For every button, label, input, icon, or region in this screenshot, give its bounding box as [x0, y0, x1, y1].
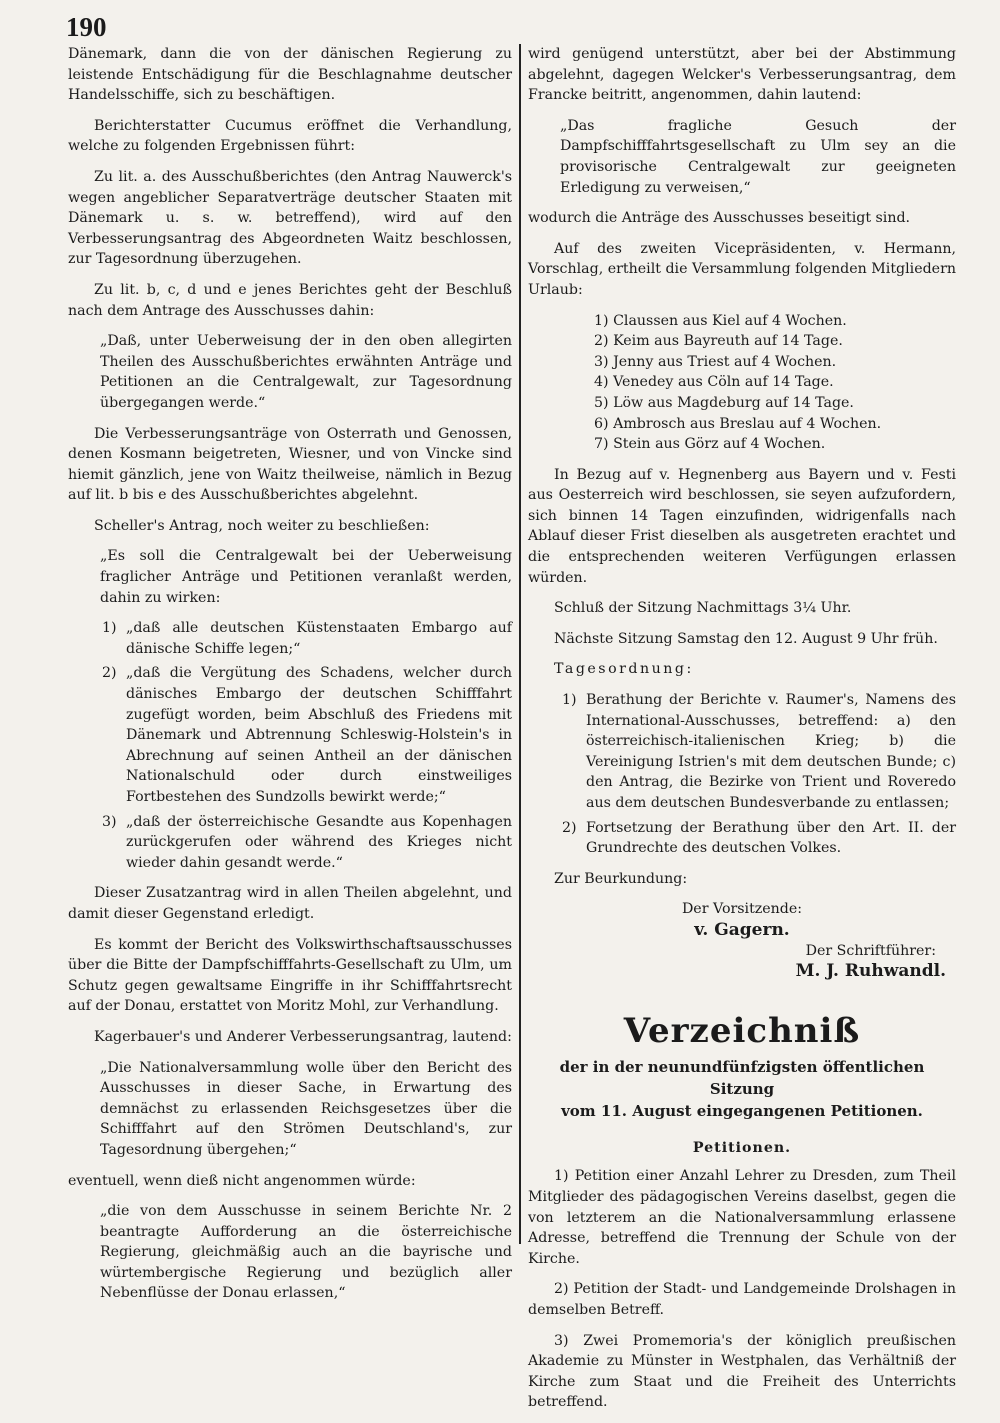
list-item: 2) Keim aus Bayreuth auf 14 Tage.: [594, 333, 843, 350]
paragraph: Dänemark, dann die von der dänischen Regierung zu leistende Entschädigung für die Beschlagnahme deutscher Handelsschiffe, sich zu beschäftigen.: [68, 46, 512, 104]
item-number: 3): [102, 813, 117, 830]
quote: „Das fragliche Gesuch der Dampfschifffahrtsgesellschaft zu Ulm sey an die provisorische Centralgewalt zur geeigneten Erledigung zu verweisen,“: [560, 117, 956, 196]
certification: Zur Beurkundung:: [554, 870, 688, 887]
item-number: 2): [102, 665, 117, 682]
paragraph: Schluß der Sitzung Nachmittags 3¼ Uhr.: [554, 600, 852, 617]
chairman-label: Der Vorsitzende:: [681, 901, 803, 918]
item-number: 2): [562, 819, 577, 836]
section-title: Petitionen.: [692, 1139, 792, 1156]
list-title: Verzeichniß: [623, 1010, 861, 1051]
paragraph: Kagerbauer's und Anderer Verbesserungsantrag, lautend:: [94, 1028, 512, 1045]
paragraph: wodurch die Anträge des Ausschusses beseitigt sind.: [528, 210, 911, 227]
secretary-name: M. J. Ruhwandl.: [795, 961, 946, 982]
paragraph: Zu lit. b, c, d und e jenes Berichtes geht der Beschluß nach dem Antrage des Ausschusses dahin:: [68, 281, 512, 319]
right-column: [528, 44, 956, 1423]
paragraph: wird genügend unterstützt, aber bei der Abstimmung abgelehnt, dagegen Welcker's Verbesserungsantrag, dem Francke beitritt, angenommen, dahin lautend:: [528, 46, 956, 104]
paragraph: Nächste Sitzung Samstag den 12. August 9 Uhr früh.: [554, 630, 938, 647]
paragraph: Scheller's Antrag, noch weiter zu beschließen:: [94, 517, 430, 534]
list-item: 3) Jenny aus Triest auf 4 Wochen.: [594, 353, 837, 370]
secretary-label: Der Schriftführer:: [805, 942, 936, 959]
list-item: [102, 812, 512, 874]
quote: „Es soll die Centralgewalt bei der Ueberweisung fraglicher Anträge und Petitionen veranlaßt werden, dahin zu wirken:: [100, 548, 512, 606]
quote: „Die Nationalversammlung wolle über den Bericht des Ausschusses in dieser Sache, in Erwartung des demnächst zu erlassenden Reichsgesetzes über die Schifffahrt auf den Strömen Deutschland's, zur Tagesordnung übergehen;“: [100, 1059, 512, 1158]
list-item: 7) Stein aus Görz auf 4 Wochen.: [594, 436, 826, 453]
page-number: 190: [66, 12, 107, 42]
paragraph: Berichterstatter Cucumus eröffnet die Verhandlung, welche zu folgenden Ergebnissen führt:: [68, 117, 512, 155]
agenda-title: Tagesordnung:: [554, 661, 694, 678]
paragraph: Zu lit. a. des Ausschußberichtes (den Antrag Nauwerck's wegen angeblicher Separatverträge deutscher Staaten mit Dänemark u. s. w. betreffend), wird auf den Verbesserungsantrag des Abgeordneten Waitz beschlossen, zur Tagesordnung überzugehen.: [68, 168, 512, 268]
petition-item: 3) Zwei Promemoria's der königlich preußischen Akademie zu Münster in Westphalen, das Verhältniß der Kirche zum Staat und die Freiheit des Unterrichts betreffend.: [528, 1332, 956, 1411]
petition-item: 1) Petition einer Anzahl Lehrer zu Dresden, zum Theil Mitglieder des pädagogischen Vereins daselbst, gegen die von letzterem an die Nationalversammlung erlassene Adresse, betreffend die Trennung der Schule von der Kirche.: [528, 1168, 956, 1267]
list-item: [102, 618, 512, 659]
item-text: Fortsetzung der Berathung über den Art. II. der Grundrechte des deutschen Volkes.: [586, 819, 956, 857]
quote: „die von dem Ausschusse in seinem Berichte Nr. 2 beantragte Aufforderung an die österreichische Regierung, gleichmäßig auch an die bayrische und würtembergische Regierung und bezüglich aller Nebenflüsse der Donau erlassen,“: [100, 1203, 512, 1302]
item-number: 1): [102, 620, 117, 637]
paragraph: Es kommt der Bericht des Volkswirthschaftsausschusses über die Bitte der Dampfschifffahrts-Gesellschaft zu Ulm, um Schutz gegen gewaltsame Eingriffe in ihr Schifffahrtsrecht auf der Donau, erstattet von Moritz Mohl, zur Verhandlung.: [68, 936, 512, 1015]
column-divider: [519, 44, 521, 1244]
list-item: [102, 663, 512, 807]
paragraph: Auf des zweiten Vicepräsidenten, v. Hermann, Vorschlag, ertheilt die Versammlung folgenden Mitgliedern Urlaub:: [528, 240, 956, 298]
chairman-name: v. Gagern.: [694, 919, 790, 940]
quote: „Daß, unter Ueberweisung der in den oben allegirten Theilen des Ausschußberichtes erwähnten Anträge und Petitionen an die Centralgewalt, zur Tagesordnung übergegangen werde.“: [100, 333, 512, 411]
item-number: 1): [562, 692, 577, 709]
list-item: [562, 690, 956, 814]
paragraph: Die Verbesserungsanträge von Osterrath und Genossen, denen Kosmann beigetreten, Wiesner, und von Vincke sind hiemit gänzlich, jene von Waitz theilweise, nämlich in Bezug auf lit. b bis e des Ausschußberichtes abgelehnt.: [68, 425, 512, 504]
paragraph: eventuell, wenn dieß nicht angenommen würde:: [68, 1172, 416, 1189]
item-text: „daß alle deutschen Küstenstaaten Embargo auf dänische Schiffe legen;“: [126, 620, 512, 657]
petition-item: 2) Petition der Stadt- und Landgemeinde Drolshagen in demselben Betreff.: [528, 1281, 956, 1318]
list-item: [562, 818, 956, 859]
left-column: [68, 44, 512, 1314]
paragraph: In Bezug auf v. Hegnenberg aus Bayern und v. Festi aus Oesterreich wird beschlossen, sie seyen aufzufordern, sich binnen 14 Tagen einzufinden, widrigenfalls nach Ablauf dieser Frist dieselben als ausgetreten erachtet und die entsprechenden weiteren Verfügungen erlassen würden.: [528, 466, 956, 586]
list-subtitle: der in der neunundfünfzigsten öffentlichen Sitzung: [559, 1057, 925, 1098]
item-text: Berathung der Berichte v. Raumer's, Namens des International-Ausschusses, betreffend: a) den österreichisch-italienischen Krieg; b) die Vereinigung Istrien's mit dem deutschen Bunde; c) den Antrag, die Bezirke von Trient und Roveredo aus dem deutschen Bundesverbande zu entlassen;: [586, 692, 956, 811]
paragraph: Dieser Zusatzantrag wird in allen Theilen abgelehnt, und damit dieser Gegenstand erledigt.: [68, 885, 512, 922]
list-item: 1) Claussen aus Kiel auf 4 Wochen.: [594, 312, 847, 329]
list-subtitle: vom 11. August eingegangenen Petitionen.: [561, 1101, 923, 1120]
list-item: 6) Ambrosch aus Breslau auf 4 Wochen.: [594, 415, 882, 432]
list-item: 5) Löw aus Magdeburg auf 14 Tage.: [594, 394, 854, 411]
item-text: „daß die Vergütung des Schadens, welcher durch dänisches Embargo der deutschen Schifffahrt zugefügt worden, beim Abschluß des Friedens mit Dänemark und Abtrennung Schleswig-Holstein's in Abrechnung auf seinen Antheil an der dänischen Nationalschuld oder durch einstweiliges Fortbestehen des Sundzolls bewirkt werde;“: [126, 665, 512, 805]
list-item: 4) Venedey aus Cöln auf 14 Tage.: [594, 374, 834, 391]
item-text: „daß der österreichische Gesandte aus Kopenhagen zurückgerufen oder während des Krieges nicht wieder dahin gesandt werde.“: [126, 813, 512, 871]
leave-list: [594, 311, 956, 455]
